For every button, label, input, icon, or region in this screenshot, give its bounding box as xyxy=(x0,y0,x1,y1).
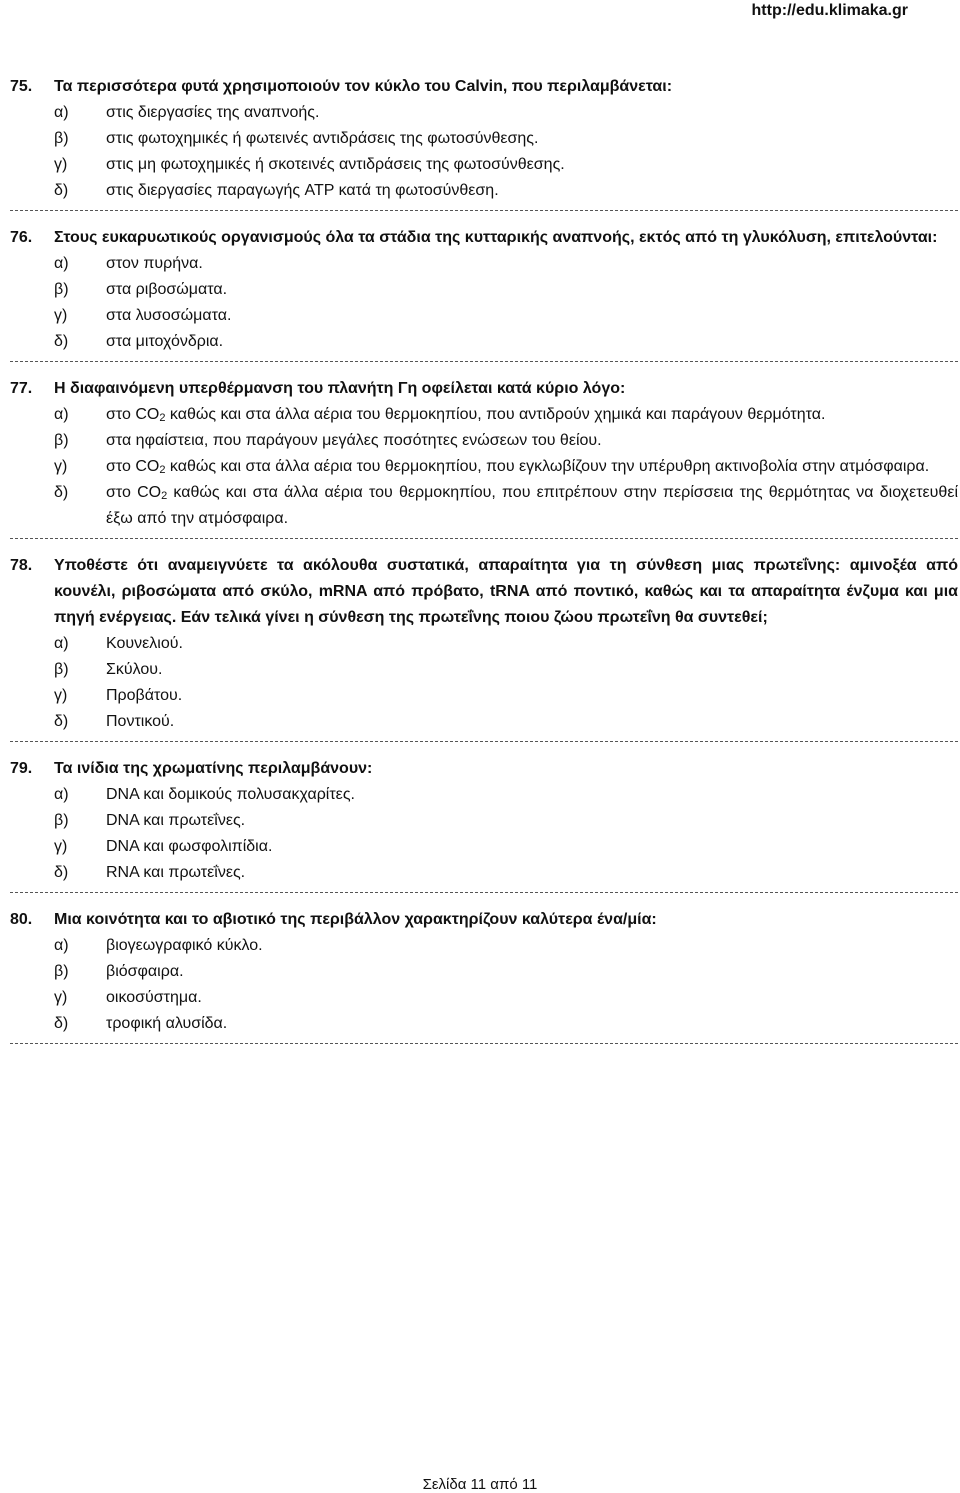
question-78 xyxy=(10,553,958,742)
option-label: α) xyxy=(54,937,69,954)
option-text: βιογεωγραφικό κύκλο. xyxy=(106,937,263,954)
option-label: β) xyxy=(54,432,69,449)
option-b xyxy=(54,126,958,152)
option-text: στις φωτοχημικές ή φωτεινές αντιδράσεις της φωτοσύνθεσης. xyxy=(106,130,539,147)
option-label: γ) xyxy=(54,458,68,475)
subscript: 2 xyxy=(161,490,168,502)
option-label: β) xyxy=(54,130,69,147)
option-label: α) xyxy=(54,635,69,652)
option-label: δ) xyxy=(54,333,69,350)
option-b xyxy=(54,657,958,683)
question-text: Μια κοινότητα και το αβιοτικό της περιβάλλον χαρακτηρίζουν καλύτερα ένα/μία: xyxy=(54,911,657,928)
option-text: τροφική αλυσίδα. xyxy=(106,1015,228,1032)
option-c xyxy=(54,303,958,329)
question-79 xyxy=(10,756,958,893)
option-text: στα μιτοχόνδρια. xyxy=(106,333,224,350)
option-d xyxy=(54,178,958,204)
question-number: 75. xyxy=(10,78,33,95)
option-b xyxy=(54,428,958,454)
option-text: Ποντικού. xyxy=(106,713,175,730)
question-number: 78. xyxy=(10,557,33,574)
question-number: 80. xyxy=(10,911,33,928)
question-list xyxy=(10,74,958,1058)
option-a xyxy=(54,100,958,126)
page-number: Σελίδα 11 από 11 xyxy=(422,1476,538,1493)
option-label: α) xyxy=(54,104,69,121)
question-77 xyxy=(10,376,958,539)
question-number: 76. xyxy=(10,229,33,246)
option-text: RNA και πρωτεΐνες. xyxy=(106,864,246,881)
option-c xyxy=(54,985,958,1011)
question-number: 79. xyxy=(10,760,33,777)
option-label: α) xyxy=(54,406,69,423)
option-label: γ) xyxy=(54,687,68,704)
option-d xyxy=(54,1011,958,1037)
question-text: Στους ευκαρυωτικούς οργανισμούς όλα τα στάδια της κυτταρικής αναπνοής, εκτός από τη γλυκόλυση, επιτελούνται: xyxy=(54,229,938,246)
option-a xyxy=(54,402,958,428)
option-c xyxy=(54,683,958,709)
option-label: α) xyxy=(54,255,69,272)
question-text: Η διαφαινόμενη υπερθέρμανση του πλανήτη Γη οφείλεται κατά κύριο λόγο: xyxy=(54,380,626,397)
option-text: οικοσύστημα. xyxy=(106,989,202,1006)
option-label: δ) xyxy=(54,182,69,199)
option-text: Σκύλου. xyxy=(106,661,163,678)
subscript: 2 xyxy=(159,412,166,424)
option-d xyxy=(54,709,958,735)
question-text: Τα περισσότερα φυτά χρησιμοποιούν τον κύκλο του Calvin, που περιλαμβάνεται: xyxy=(54,78,673,95)
option-text: Προβάτου. xyxy=(106,687,183,704)
question-text: Υποθέστε ότι αναμειγνύετε τα ακόλουθα συστατικά, απαραίτητα για τη σύνθεση μιας πρωτεΐνης: αμινοξέα από κουνέλι, ριβοσώματα από σκύλο, mRNA από πρόβατο, tRNA από ποντικό, καθώς και τα απαραίτητα ένζυμα και μια πηγή ενέργειας. Εάν τελικά γίνει η σύνθεση της πρωτεΐνης ποιου ζώου πρωτεΐνη θα συντεθεί; xyxy=(54,557,958,626)
question-75 xyxy=(10,74,958,211)
option-label: δ) xyxy=(54,864,69,881)
option-d xyxy=(54,480,958,532)
option-label: β) xyxy=(54,661,69,678)
option-text: στις διεργασίες της αναπνοής. xyxy=(106,104,320,121)
option-label: γ) xyxy=(54,156,68,173)
option-d xyxy=(54,329,958,355)
question-text: Τα ινίδια της χρωματίνης περιλαμβάνουν: xyxy=(54,760,373,777)
option-label: δ) xyxy=(54,713,69,730)
option-b xyxy=(54,808,958,834)
option-text: Κουνελιού. xyxy=(106,635,183,652)
option-label: δ) xyxy=(54,484,69,501)
option-text: στα ριβοσώματα. xyxy=(106,281,228,298)
option-text: στο $CO_2$ καθώς και στα άλλα αέρια του θερμοκηπίου, που εγκλωβίζουν την υπέρυθρη ακτινοβολία στην ατμόσφαιρα. xyxy=(106,458,930,476)
option-a xyxy=(54,631,958,657)
option-label: β) xyxy=(54,281,69,298)
option-c xyxy=(54,454,958,480)
question-76 xyxy=(10,225,958,362)
option-label: γ) xyxy=(54,838,68,855)
option-c xyxy=(54,152,958,178)
question-80 xyxy=(10,907,958,1044)
option-a xyxy=(54,933,958,959)
option-text: στον πυρήνα. xyxy=(106,255,203,272)
option-label: δ) xyxy=(54,1015,69,1032)
source-url[interactable]: http://edu.klimaka.gr xyxy=(751,2,908,19)
option-text: στα λυσοσώματα. xyxy=(106,307,232,324)
option-d xyxy=(54,860,958,886)
option-text: DNA και φωσφολιπίδια. xyxy=(106,838,273,855)
option-label: γ) xyxy=(54,989,68,1006)
option-b xyxy=(54,277,958,303)
subscript: 2 xyxy=(159,464,166,476)
option-label: α) xyxy=(54,786,69,803)
option-text: στις διεργασίες παραγωγής ATP κατά τη φωτοσύνθεση. xyxy=(106,182,499,199)
option-text: DNA και πρωτεΐνες. xyxy=(106,812,246,829)
option-text: στο $CO_2$ καθώς και στα άλλα αέρια του θερμοκηπίου, που αντιδρούν χημικά και παράγουν θερμότητα. xyxy=(106,406,826,424)
option-label: β) xyxy=(54,963,69,980)
option-text: βιόσφαιρα. xyxy=(106,963,184,980)
option-a xyxy=(54,251,958,277)
option-text: στο $CO_2$ καθώς και στα άλλα αέρια του θερμοκηπίου, που επιτρέπουν στην περίσσεια της θερμότητας να διοχετευθεί έξω από την ατμόσφαιρα. xyxy=(106,484,959,527)
option-c xyxy=(54,834,958,860)
option-text: στις μη φωτοχημικές ή σκοτεινές αντιδράσεις της φωτοσύνθεσης. xyxy=(106,156,565,173)
option-a xyxy=(54,782,958,808)
question-number: 77. xyxy=(10,380,33,397)
option-b xyxy=(54,959,958,985)
option-label: β) xyxy=(54,812,69,829)
option-text: DNA και δομικούς πολυσακχαρίτες. xyxy=(106,786,355,803)
option-label: γ) xyxy=(54,307,68,324)
option-text: στα ηφαίστεια, που παράγουν μεγάλες ποσότητες ενώσεων του θείου. xyxy=(106,432,602,449)
